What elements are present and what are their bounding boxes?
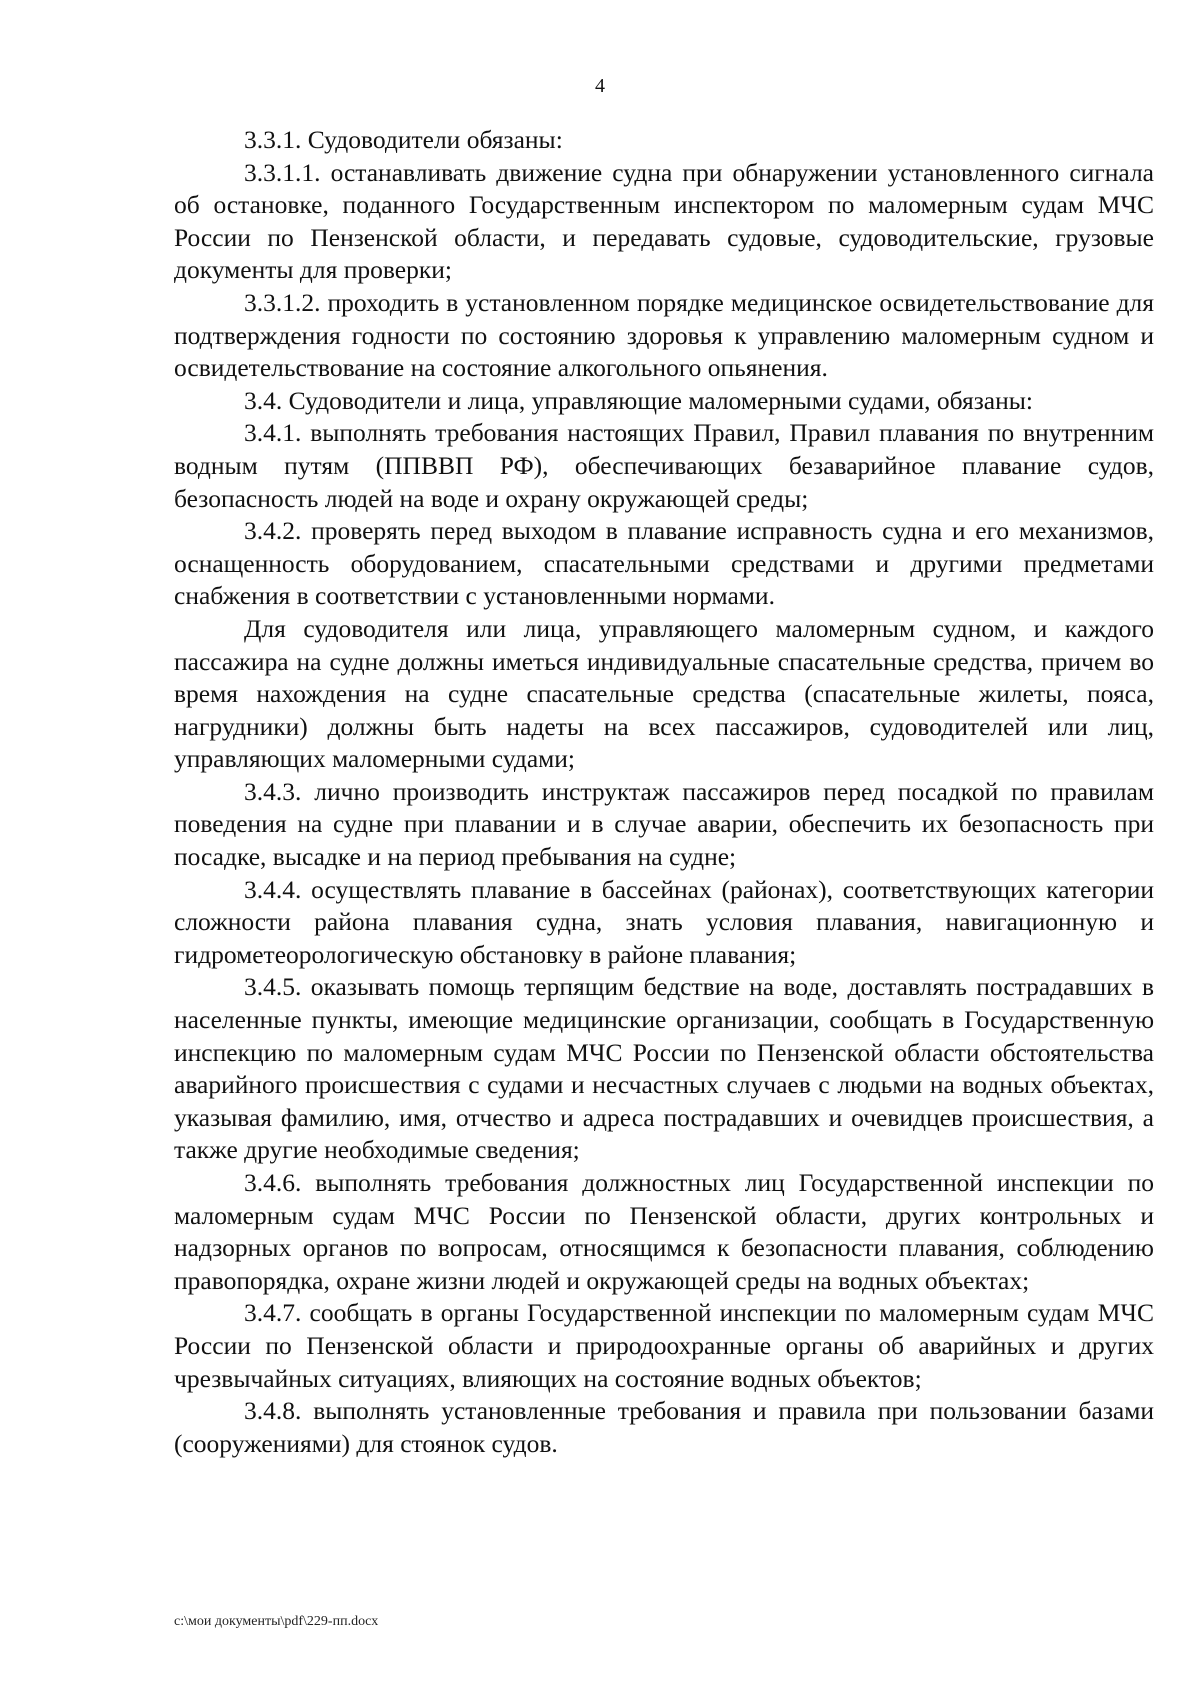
paragraph-3-4-5: 3.4.5. оказывать помощь терпящим бедствие на воде, доставлять пострадавших в населенные пункты, имеющие медицинские организации, сообщать в Государственную инспекцию по маломерным судам МЧС России по Пензенской области обстоятельства аварийного происшествия с судами и несчастных случаев с людьми на водных объектах, указывая фамилию, имя, отчество и адреса пострадавших и очевидцев происшествия, а также другие необходимые сведения; <box>174 972 1154 1165</box>
paragraph-3-4-1: 3.4.1. выполнять требования настоящих Правил, Правил плавания по внутренним водным путям (ППВВП РФ), обеспечивающих безаварийное плавание судов, безопасность людей на воде и охрану окружающей среды; <box>174 418 1154 513</box>
document-body <box>174 124 1154 1460</box>
paragraph-3-4: 3.4. Судоводители и лица, управляющие маломерными судами, обязаны: <box>244 385 1033 415</box>
paragraph-3-4-2: 3.4.2. проверять перед выходом в плавание исправность судна и его механизмов, оснащенность оборудованием, спасательными средствами и другими предметами снабжения в соответствии с установленными нормами. <box>174 516 1154 611</box>
page-number: 4 <box>595 75 605 97</box>
paragraph-3-3-1-1: 3.3.1.1. останавливать движение судна при обнаружении установленного сигнала об остановке, поданного Государственным инспектором по маломерным судам МЧС России по Пензенской области, и передавать судовые, судоводительские, грузовые документы для проверки; <box>174 157 1154 285</box>
paragraph-3-4-8: 3.4.8. выполнять установленные требования и правила при пользовании базами (сооружениями) для стоянок судов. <box>174 1396 1154 1458</box>
footer-file-path: c:\мои документы\pdf\229-пп.docx <box>174 1614 379 1629</box>
paragraph-3-4-6: 3.4.6. выполнять требования должностных лиц Государственной инспекции по маломерным судам МЧС России по Пензенской области, других контрольных и надзорных органов по вопросам, относящимся к безопасности плавания, соблюдению правопорядка, охране жизни людей и окружающей среды на водных объектах; <box>174 1168 1154 1295</box>
paragraph-3-4-3: 3.4.3. лично производить инструктаж пассажиров перед посадкой по правилам поведения на судне при плавании и в случае аварии, обеспечить их безопасность при посадке, высадке и на период пребывания на судне; <box>174 776 1154 872</box>
paragraph-3-4-7: 3.4.7. сообщать в органы Государственной инспекции по маломерным судам МЧС России по Пензенской области и природоохранные органы об аварийных и других чрезвычайных ситуациях, влияющих на состояние водных объектов; <box>174 1298 1154 1393</box>
paragraph-3-3-1: 3.3.1. Судоводители обязаны: <box>244 125 563 154</box>
paragraph-3-3-1-2: 3.3.1.2. проходить в установленном порядке медицинское освидетельствование для подтверждения годности по состоянию здоровья к управлению маломерным судном и освидетельствование на состояние алкогольного опьянения. <box>174 287 1154 383</box>
paragraph-3-4-4: 3.4.4. осуществлять плавание в бассейнах (районах), соответствующих категории сложности района плавания судна, знать условия плавания, навигационную и гидрометеорологическую обстановку в районе плавания; <box>174 874 1154 969</box>
paragraph-life-saving-equipment: Для судоводителя или лица, управляющего маломерным судном, и каждого пассажира на судне должны иметься индивидуальные спасательные средства, причем во время нахождения на судне спасательные средства (спасательные жилеты, пояса, нагрудники) должны быть надеты на всех пассажиров, судоводителей или лиц, управляющих маломерными судами; <box>174 613 1154 774</box>
